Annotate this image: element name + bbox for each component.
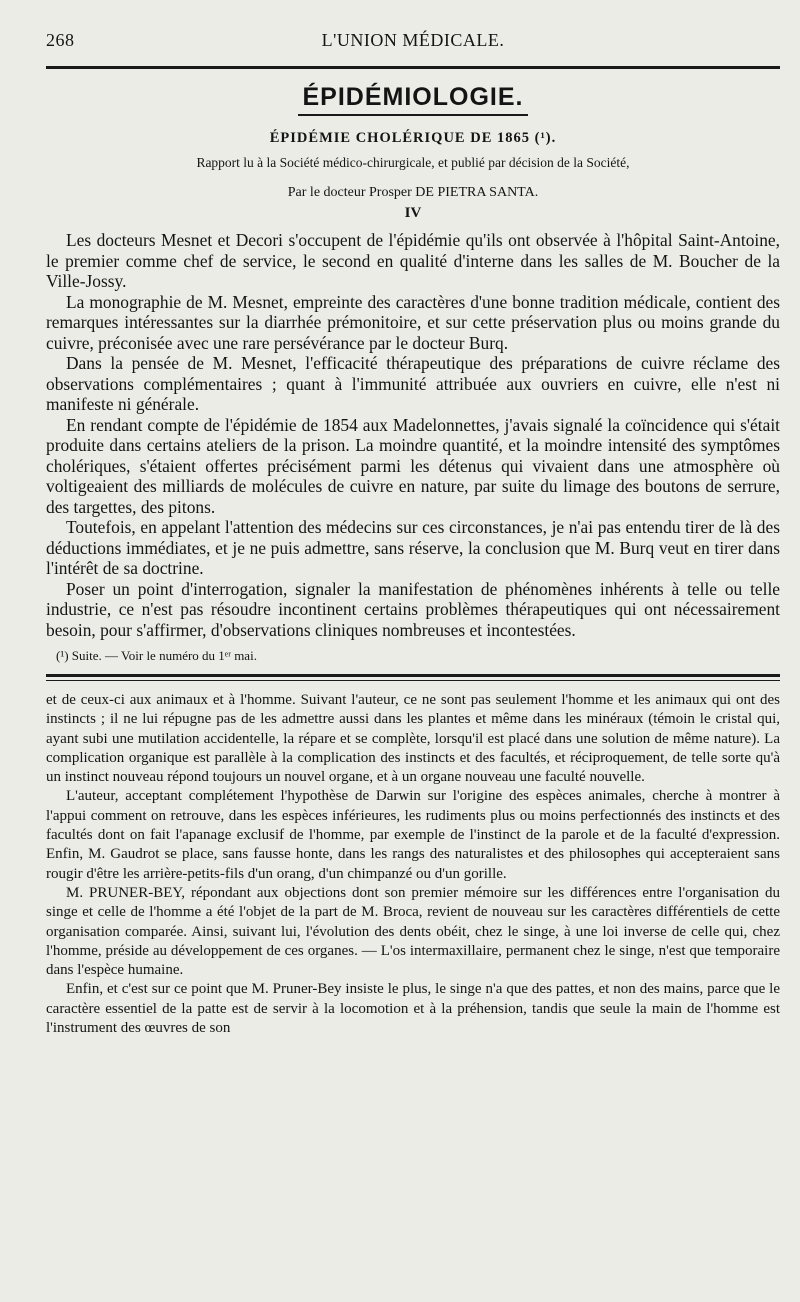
article-paragraph: Poser un point d'interrogation, signaler la manifestation de phénomènes inhérents à telle ou telle industrie, ce n'est pas résoudre incontinent certains problèmes thérapeutiques qui ont nécessairement besoin, pour s'affirmer, d'observations cliniques nombreuses et incontestées.	[46, 578, 780, 640]
header-rule	[46, 66, 780, 69]
article-paragraph: Toutefois, en appelant l'attention des médecins sur ces circonstances, je n'ai pas entendu tirer de là des déductions immédiates, et je ne puis admettre, sans réserve, la conclusion que M. Burq veut en tirer dans l'intérêt de sa doctrine.	[46, 517, 780, 578]
feuilleton-body	[46, 691, 780, 1038]
part-number: IV	[404, 205, 422, 221]
page-number: 268	[46, 30, 75, 50]
journal-title: L'UNION MÉDICALE.	[321, 30, 505, 50]
section-title: ÉPIDÉMIOLOGIE.	[302, 83, 524, 111]
feuilleton-paragraph: M. PRUNER-BEY, répondant aux objections dont son premier mémoire sur les différences entre l'organisation du singe et celle de l'homme a été l'objet de la part de M. Broca, revient de nouveau sur les caractères différentiels de cette organisation comparée. Ainsi, suivant lui, l'évolution des dents obéit, chez le singe, à une loi inverse de celle qui, chez l'homme, préside au développement de ces organes. — L'os intermaxillaire, permanent chez le singe, n'est que temporaire dans l'espèce humaine.	[46, 884, 780, 979]
article-paragraph: Dans la pensée de M. Mesnet, l'efficacité thérapeutique des préparations de cuivre réclame des observations complémentaires ; quant à l'immunité attribuée aux ouvriers en cuivre, elle n'est ni manifeste ni générale.	[46, 353, 780, 414]
feuilleton-paragraph: et de ceux-ci aux animaux et à l'homme. Suivant l'auteur, ce ne sont pas seulement l'homme et les animaux qui ont des instincts ; il ne lui répugne pas de les admettre aussi dans les plantes et même dans les minéraux (témoin le cristal qui, ayant subi une mutilation accidentelle, la répare et se complète, lorsqu'il est placé dans une solution de même nature). La complication organique est parallèle à la complication des instincts et des facultés, et réciproquement, de telle sorte qu'à un instinct nouveau répond toujours un nouvel organe, et à un organe nouveau une faculté nouvelle.	[46, 692, 780, 786]
article-subtitle: ÉPIDÉMIE CHOLÉRIQUE DE 1865 (¹).	[269, 130, 557, 146]
article-paragraph: Les docteurs Mesnet et Decori s'occupent de l'épidémie qu'ils ont observée à l'hôpital Saint-Antoine, le premier comme chef de service, le second en qualité d'interne dans les salles de M. Boucher de la Ville-Jossy.	[46, 230, 780, 291]
article-paragraph: En rendant compte de l'épidémie de 1854 aux Madelonnettes, j'avais signalé la coïncidence qui s'était produite dans certains ateliers de la prison. La moindre quantité, et la moindre intensité des symptômes cholériques, s'étaient offertes précisément parmi les détenus qui vivaient dans une atmosphère où voltigeaient des milliards de molécules de cuivre en nature, par suite du limage des boutons de serrure, des targettes, des pitons.	[46, 414, 780, 517]
article-paragraph: La monographie de M. Mesnet, empreinte des caractères d'une bonne tradition médicale, contient des remarques intéressantes sur la diarrhée prémonitoire, et sur cette préservation plus ou moins grande du cuivre, préconisée avec une rare persévérance par le docteur Burq.	[46, 291, 780, 353]
feuilleton-paragraph: L'auteur, acceptant complétement l'hypothèse de Darwin sur l'origine des espèces animales, cherche à montrer à l'appui comment on retrouve, dans les espèces inférieures, les rudiments plus ou moins perfectionnés des instincts et des facultés dont on fait l'apanage exclusif de l'homme, par exemple de l'instinct de la parole et de la faculté d'expression. Enfin, M. Gaudrot se place, sans fausse honte, dans les rangs des naturalistes et des philosophes qui accepteraient sans rougir d'être les arrière-petits-fils d'un orang, d'un chimpanzé ou d'un gorille.	[46, 788, 780, 882]
section-rule	[298, 114, 528, 116]
feuilleton-rule	[46, 674, 780, 681]
page-header	[46, 30, 780, 64]
article-body	[46, 230, 780, 640]
author-line: Par le docteur Prosper DE PIETRA SANTA.	[287, 185, 539, 200]
report-line: Rapport lu à la Société médico-chirurgicale, et publié par décision de la Société,	[196, 155, 630, 170]
feuilleton-paragraph: Enfin, et c'est sur ce point que M. Pruner-Bey insiste le plus, le singe n'a que des pattes, et non des mains, parce que le caractère essentiel de la patte est de servir à la locomotion et à la préhension, tandis que seule la main de l'homme est l'instrument des œuvres de son	[46, 981, 780, 1037]
footnote: (¹) Suite. — Voir le numéro du 1ᵉʳ mai.	[56, 648, 257, 663]
